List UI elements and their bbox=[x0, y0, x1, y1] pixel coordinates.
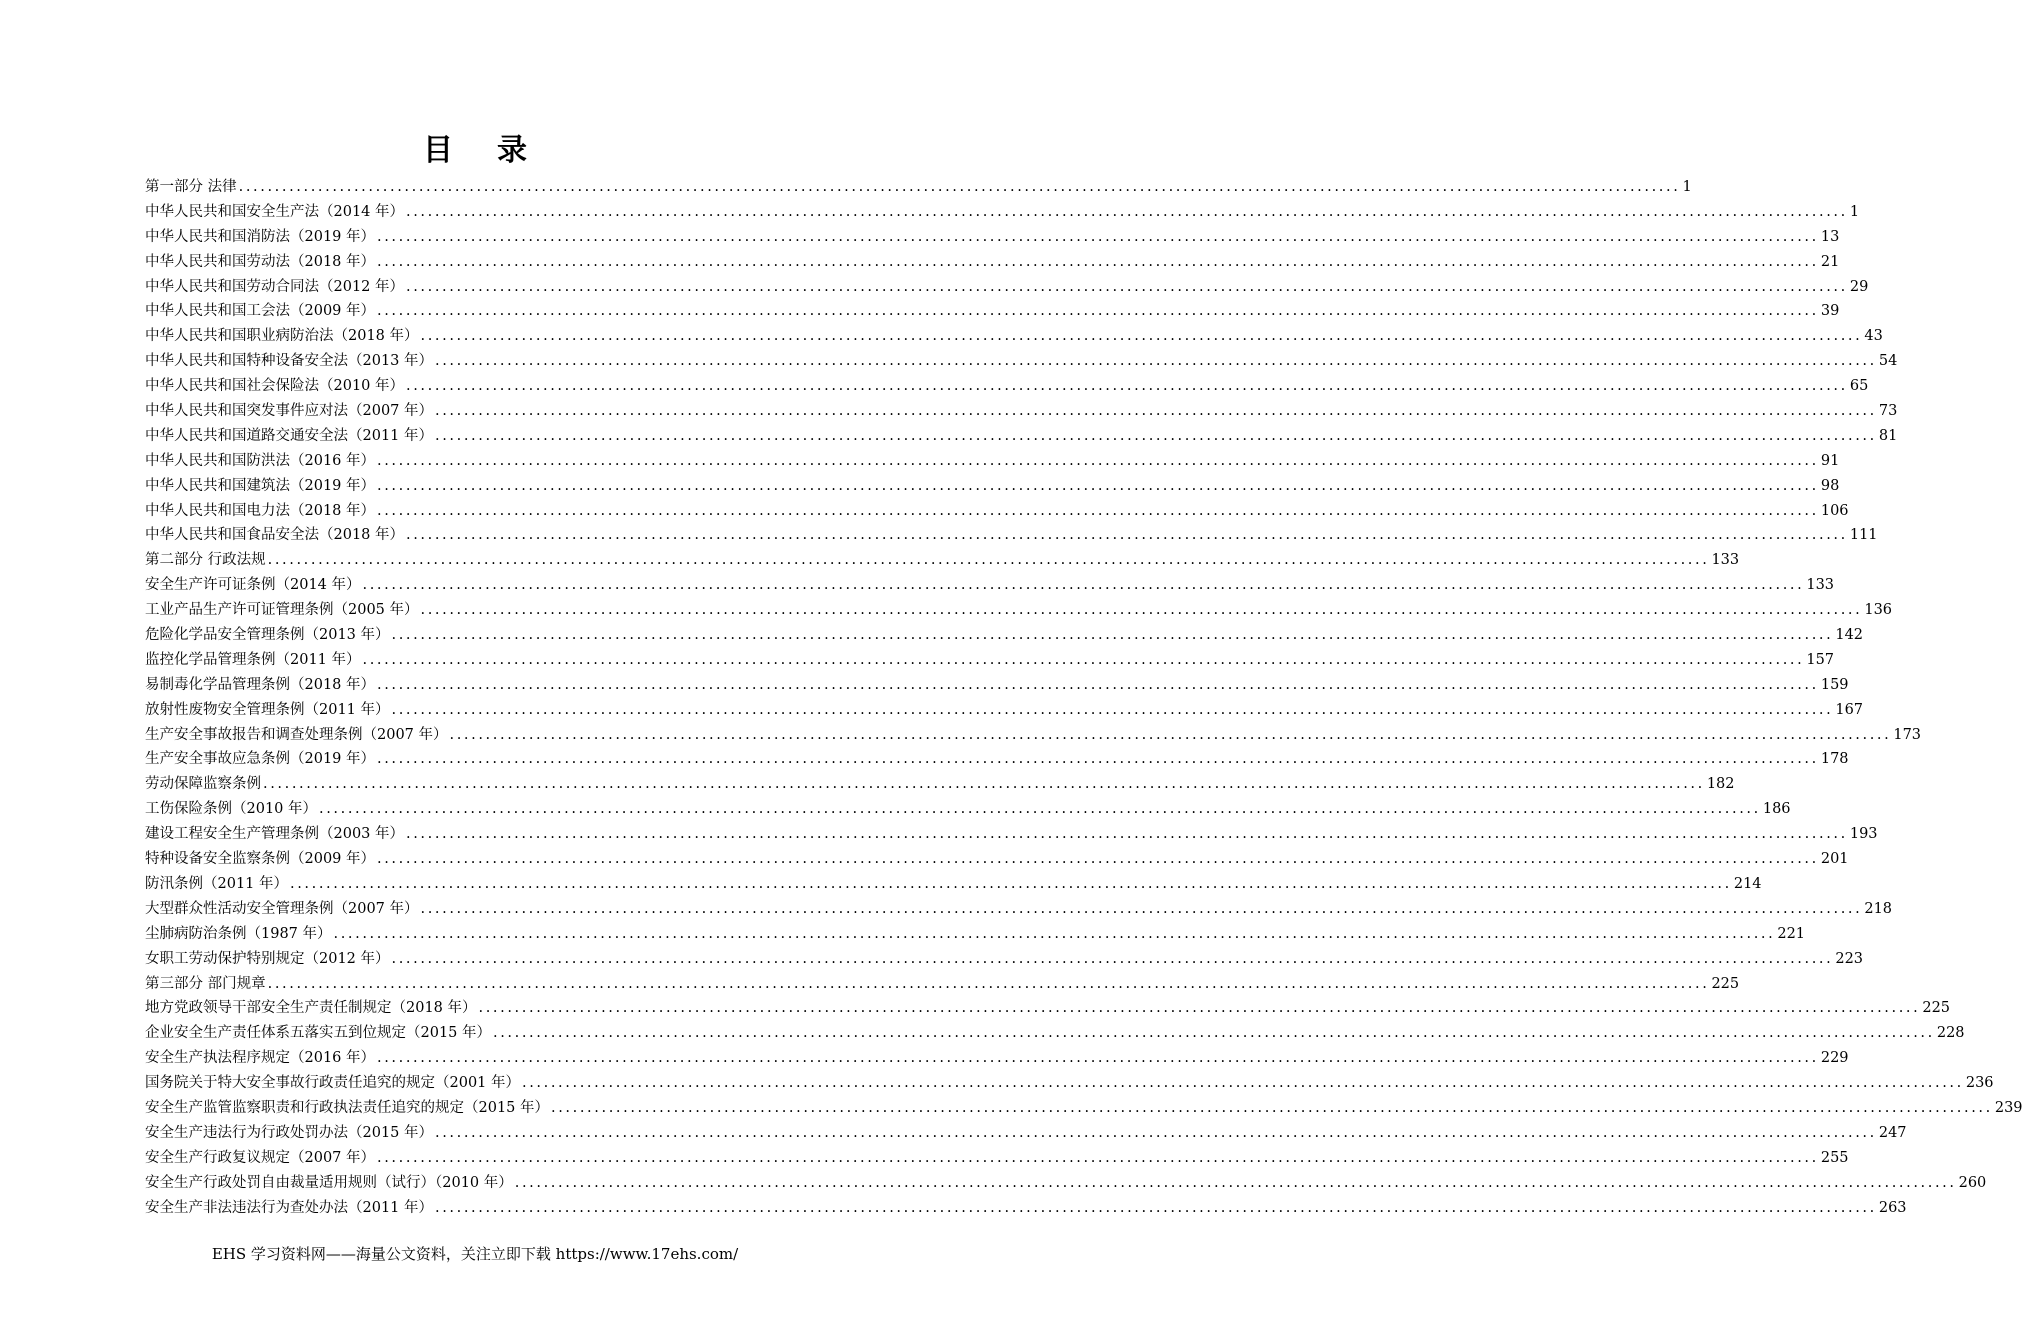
toc-entry-title: 中华人民共和国劳动法（2018 年） bbox=[145, 253, 376, 270]
toc-entry-title: 国务院关于特大安全事故行政责任追究的规定（2001 年） bbox=[145, 1075, 521, 1092]
toc-dot-leader: ........................................................................................................................................................................................................ bbox=[493, 1025, 1935, 1042]
toc-entry[interactable] bbox=[145, 972, 1740, 997]
toc-entry-title: 放射性废物安全管理条例（2011 年） bbox=[145, 701, 390, 718]
toc-entry[interactable] bbox=[145, 474, 1840, 499]
toc-entry[interactable] bbox=[145, 399, 1898, 424]
toc-dot-leader: ........................................................................................................................................................................................................ bbox=[238, 179, 1681, 195]
toc-dot-leader: ........................................................................................................................................................................................................ bbox=[377, 303, 1819, 320]
toc-entry-title: 生产安全事故报告和调查处理条例（2007 年） bbox=[145, 726, 448, 743]
toc-entry-page-number: 91 bbox=[1820, 452, 1840, 469]
toc-entry[interactable] bbox=[145, 623, 1864, 648]
toc-entry-title: 中华人民共和国工会法（2009 年） bbox=[145, 303, 376, 320]
toc-entry[interactable] bbox=[145, 1096, 2023, 1121]
toc-entry-page-number: 263 bbox=[1878, 1199, 1907, 1216]
toc-entry[interactable] bbox=[145, 523, 1878, 548]
toc-entry[interactable] bbox=[145, 175, 1692, 200]
toc-entry-title: 中华人民共和国安全生产法（2014 年） bbox=[145, 203, 405, 220]
toc-entry-title: 大型群众性活动安全管理条例（2007 年） bbox=[145, 900, 419, 917]
toc-dot-leader: ........................................................................................................................................................................................................ bbox=[377, 502, 1819, 519]
toc-entry[interactable] bbox=[145, 598, 1893, 623]
toc-entry-page-number: 239 bbox=[1994, 1099, 2023, 1116]
toc-dot-leader: ........................................................................................................................................................................................................ bbox=[406, 203, 1848, 220]
toc-dot-leader: ........................................................................................................................................................................................................ bbox=[377, 452, 1819, 469]
toc-entry[interactable] bbox=[145, 922, 1806, 947]
toc-entry[interactable] bbox=[145, 996, 1951, 1021]
toc-entry[interactable] bbox=[145, 449, 1840, 474]
toc-entry-page-number: 182 bbox=[1706, 776, 1735, 793]
toc-entry-page-number: 21 bbox=[1820, 253, 1840, 270]
toc-dot-leader: ........................................................................................................................................................................................................ bbox=[435, 1199, 1877, 1216]
toc-entry[interactable] bbox=[145, 225, 1840, 250]
toc-entry-title: 中华人民共和国电力法（2018 年） bbox=[145, 502, 376, 519]
toc-entry-title: 安全生产行政复议规定（2007 年） bbox=[145, 1149, 376, 1166]
toc-entry-title: 安全生产执法程序规定（2016 年） bbox=[145, 1050, 376, 1067]
toc-dot-leader: ........................................................................................................................................................................................................ bbox=[435, 427, 1877, 444]
toc-dot-leader: ........................................................................................................................................................................................................ bbox=[420, 328, 1863, 345]
toc-entry[interactable] bbox=[145, 1146, 1849, 1171]
toc-entry[interactable] bbox=[145, 548, 1740, 573]
toc-entry-title: 安全生产行政处罚自由裁量适用规则（试行）（2010 年） bbox=[145, 1174, 513, 1191]
toc-entry[interactable] bbox=[145, 698, 1864, 723]
table-of-contents bbox=[145, 175, 2023, 1220]
toc-entry-title: 第二部分 行政法规 bbox=[145, 552, 266, 569]
toc-entry-page-number: 221 bbox=[1777, 925, 1806, 942]
toc-entry[interactable] bbox=[145, 250, 1840, 275]
toc-entry-page-number: 136 bbox=[1864, 602, 1893, 619]
toc-entry-title: 特种设备安全监察条例（2009 年） bbox=[145, 851, 376, 868]
toc-dot-leader: ........................................................................................................................................................................................................ bbox=[406, 826, 1848, 843]
toc-entry-title: 工伤保险条例（2010 年） bbox=[145, 801, 318, 818]
toc-entry-page-number: 225 bbox=[1711, 975, 1740, 992]
toc-entry-title: 第一部分 法律 bbox=[145, 179, 237, 195]
toc-dot-leader: ........................................................................................................................................................................................................ bbox=[377, 1050, 1819, 1067]
toc-entry-page-number: 133 bbox=[1711, 552, 1740, 569]
toc-entry-page-number: 65 bbox=[1849, 378, 1869, 395]
toc-dot-leader: ........................................................................................................................................................................................................ bbox=[267, 975, 1710, 992]
toc-entry-title: 中华人民共和国消防法（2019 年） bbox=[145, 228, 376, 245]
toc-entry-page-number: 73 bbox=[1878, 403, 1898, 420]
toc-entry-title: 安全生产非法违法行为查处办法（2011 年） bbox=[145, 1199, 434, 1216]
toc-dot-leader: ........................................................................................................................................................................................................ bbox=[420, 602, 1863, 619]
toc-entry-page-number: 13 bbox=[1820, 228, 1840, 245]
toc-entry-page-number: 157 bbox=[1806, 651, 1835, 668]
toc-entry[interactable] bbox=[145, 275, 1869, 300]
toc-entry-page-number: 39 bbox=[1820, 303, 1840, 320]
toc-dot-leader: ........................................................................................................................................................................................................ bbox=[333, 925, 1776, 942]
toc-entry-page-number: 186 bbox=[1762, 801, 1791, 818]
toc-dot-leader: ........................................................................................................................................................................................................ bbox=[377, 751, 1819, 768]
toc-entry[interactable] bbox=[145, 349, 1898, 374]
page-footer: EHS 学习资料网——海量公文资料，关注立即下载 https://www.17ehs.com/ bbox=[211, 1245, 739, 1263]
toc-entry-title: 中华人民共和国社会保险法（2010 年） bbox=[145, 378, 405, 395]
toc-entry-page-number: 255 bbox=[1820, 1149, 1849, 1166]
toc-entry[interactable] bbox=[145, 374, 1869, 399]
toc-entry[interactable] bbox=[145, 648, 1835, 673]
toc-entry-page-number: 29 bbox=[1849, 278, 1869, 295]
toc-entry-page-number: 260 bbox=[1958, 1174, 1987, 1191]
toc-entry-page-number: 225 bbox=[1922, 1000, 1951, 1017]
toc-entry-title: 建设工程安全生产管理条例（2003 年） bbox=[145, 826, 405, 843]
toc-entry-title: 尘肺病防治条例（1987 年） bbox=[145, 925, 332, 942]
toc-entry-title: 中华人民共和国食品安全法（2018 年） bbox=[145, 527, 405, 544]
toc-dot-leader: ........................................................................................................................................................................................................ bbox=[391, 627, 1834, 644]
toc-entry-page-number: 111 bbox=[1849, 527, 1878, 544]
toc-entry-title: 中华人民共和国防洪法（2016 年） bbox=[145, 452, 376, 469]
toc-entry-title: 中华人民共和国突发事件应对法（2007 年） bbox=[145, 403, 434, 420]
toc-entry-title: 第三部分 部门规章 bbox=[145, 975, 266, 992]
toc-entry[interactable] bbox=[145, 1071, 1994, 1096]
toc-entry-page-number: 223 bbox=[1835, 950, 1864, 967]
toc-entry[interactable] bbox=[145, 1021, 1965, 1046]
toc-entry-title: 中华人民共和国道路交通安全法（2011 年） bbox=[145, 427, 434, 444]
toc-entry-page-number: 1 bbox=[1849, 203, 1860, 220]
toc-dot-leader: ........................................................................................................................................................................................................ bbox=[514, 1174, 1957, 1191]
toc-dot-leader: ........................................................................................................................................................................................................ bbox=[551, 1099, 1993, 1116]
toc-dot-leader: ........................................................................................................................................................................................................ bbox=[377, 253, 1819, 270]
toc-dot-leader: ........................................................................................................................................................................................................ bbox=[377, 228, 1819, 245]
toc-dot-leader: ........................................................................................................................................................................................................ bbox=[377, 851, 1819, 868]
toc-entry-page-number: 178 bbox=[1820, 751, 1849, 768]
toc-entry-page-number: 1 bbox=[1682, 179, 1692, 195]
toc-dot-leader: ........................................................................................................................................................................................................ bbox=[391, 701, 1834, 718]
toc-dot-leader: ........................................................................................................................................................................................................ bbox=[377, 676, 1819, 693]
toc-dot-leader: ........................................................................................................................................................................................................ bbox=[362, 577, 1805, 594]
toc-entry-page-number: 167 bbox=[1835, 701, 1864, 718]
toc-entry[interactable] bbox=[145, 847, 1849, 872]
toc-entry-title: 安全生产监管监察职责和行政执法责任追究的规定（2015 年） bbox=[145, 1099, 550, 1116]
toc-entry[interactable] bbox=[145, 499, 1849, 524]
toc-entry[interactable] bbox=[145, 324, 1883, 349]
toc-entry-title: 中华人民共和国建筑法（2019 年） bbox=[145, 477, 376, 494]
toc-entry[interactable] bbox=[145, 573, 1835, 598]
page-title: 目录 bbox=[423, 133, 571, 168]
toc-entry[interactable] bbox=[145, 673, 1849, 698]
toc-dot-leader: ........................................................................................................................................................................................................ bbox=[290, 875, 1732, 892]
toc-entry-page-number: 133 bbox=[1806, 577, 1835, 594]
toc-entry-title: 中华人民共和国职业病防治法（2018 年） bbox=[145, 328, 419, 345]
toc-entry-title: 危险化学品安全管理条例（2013 年） bbox=[145, 627, 390, 644]
toc-entry-page-number: 193 bbox=[1849, 826, 1878, 843]
toc-dot-leader: ........................................................................................................................................................................................................ bbox=[435, 353, 1877, 370]
toc-dot-leader: ........................................................................................................................................................................................................ bbox=[319, 801, 1761, 818]
toc-entry-title: 中华人民共和国特种设备安全法（2013 年） bbox=[145, 353, 434, 370]
toc-entry[interactable] bbox=[145, 1171, 1987, 1196]
toc-dot-leader: ........................................................................................................................................................................................................ bbox=[449, 726, 1892, 743]
toc-entry[interactable] bbox=[145, 772, 1735, 797]
toc-dot-leader: ........................................................................................................................................................................................................ bbox=[267, 552, 1710, 569]
toc-entry-title: 生产安全事故应急条例（2019 年） bbox=[145, 751, 376, 768]
toc-entry-page-number: 142 bbox=[1835, 627, 1864, 644]
toc-entry-title: 安全生产违法行为行政处罚办法（2015 年） bbox=[145, 1124, 434, 1141]
toc-entry-title: 中华人民共和国劳动合同法（2012 年） bbox=[145, 278, 405, 295]
toc-entry[interactable] bbox=[145, 1121, 1907, 1146]
toc-dot-leader: ........................................................................................................................................................................................................ bbox=[362, 651, 1805, 668]
toc-dot-leader: ........................................................................................................................................................................................................ bbox=[522, 1075, 1964, 1092]
toc-entry[interactable] bbox=[145, 424, 1898, 449]
toc-entry-page-number: 214 bbox=[1733, 875, 1762, 892]
toc-entry-title: 工业产品生产许可证管理条例（2005 年） bbox=[145, 602, 419, 619]
toc-dot-leader: ........................................................................................................................................................................................................ bbox=[420, 900, 1863, 917]
toc-entry[interactable] bbox=[145, 797, 1791, 822]
toc-dot-leader: ........................................................................................................................................................................................................ bbox=[391, 950, 1834, 967]
toc-entry-page-number: 201 bbox=[1820, 851, 1849, 868]
toc-entry-page-number: 247 bbox=[1878, 1124, 1907, 1141]
toc-entry-page-number: 98 bbox=[1820, 477, 1840, 494]
toc-entry-title: 劳动保障监察条例 bbox=[145, 776, 261, 793]
toc-entry[interactable] bbox=[145, 1196, 1907, 1221]
toc-entry-title: 安全生产许可证条例（2014 年） bbox=[145, 577, 361, 594]
toc-dot-leader: ........................................................................................................................................................................................................ bbox=[406, 278, 1848, 295]
toc-dot-leader: ........................................................................................................................................................................................................ bbox=[263, 776, 1705, 793]
toc-entry[interactable] bbox=[145, 947, 1864, 972]
toc-dot-leader: ........................................................................................................................................................................................................ bbox=[406, 527, 1848, 544]
toc-entry-title: 企业安全生产责任体系五落实五到位规定（2015 年） bbox=[145, 1025, 492, 1042]
toc-entry-page-number: 81 bbox=[1878, 427, 1898, 444]
toc-entry[interactable] bbox=[145, 872, 1762, 897]
toc-entry-page-number: 228 bbox=[1936, 1025, 1965, 1042]
toc-entry-page-number: 218 bbox=[1864, 900, 1893, 917]
toc-entry[interactable] bbox=[145, 897, 1893, 922]
toc-entry-page-number: 106 bbox=[1820, 502, 1849, 519]
toc-entry-title: 女职工劳动保护特别规定（2012 年） bbox=[145, 950, 390, 967]
toc-entry-page-number: 43 bbox=[1864, 328, 1883, 345]
toc-entry-page-number: 54 bbox=[1878, 353, 1898, 370]
toc-entry[interactable] bbox=[145, 723, 1922, 748]
toc-entry[interactable] bbox=[145, 1046, 1849, 1071]
toc-entry-title: 易制毒化学品管理条例（2018 年） bbox=[145, 676, 376, 693]
toc-dot-leader: ........................................................................................................................................................................................................ bbox=[377, 477, 1819, 494]
toc-entry-page-number: 159 bbox=[1820, 676, 1849, 693]
toc-dot-leader: ........................................................................................................................................................................................................ bbox=[478, 1000, 1921, 1017]
toc-entry[interactable] bbox=[145, 299, 1840, 324]
toc-dot-leader: ........................................................................................................................................................................................................ bbox=[435, 403, 1877, 420]
toc-entry[interactable] bbox=[145, 200, 1860, 225]
toc-entry-page-number: 229 bbox=[1820, 1050, 1849, 1067]
toc-entry[interactable] bbox=[145, 747, 1849, 772]
toc-entry-page-number: 173 bbox=[1893, 726, 1922, 743]
toc-dot-leader: ........................................................................................................................................................................................................ bbox=[406, 378, 1848, 395]
toc-dot-leader: ........................................................................................................................................................................................................ bbox=[377, 1149, 1819, 1166]
toc-entry-page-number: 236 bbox=[1965, 1075, 1994, 1092]
toc-entry[interactable] bbox=[145, 822, 1878, 847]
toc-entry-title: 监控化学品管理条例（2011 年） bbox=[145, 651, 361, 668]
toc-entry-title: 地方党政领导干部安全生产责任制规定（2018 年） bbox=[145, 1000, 477, 1017]
toc-entry-title: 防汛条例（2011 年） bbox=[145, 875, 289, 892]
toc-dot-leader: ........................................................................................................................................................................................................ bbox=[435, 1124, 1877, 1141]
